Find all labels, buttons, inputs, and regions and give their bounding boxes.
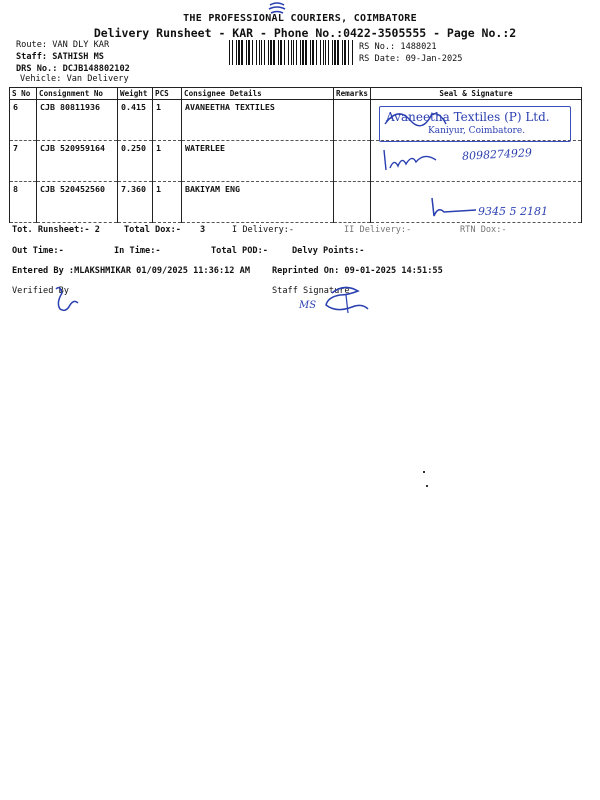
vehicle-label: Vehicle: Van Delivery (20, 74, 129, 84)
cell-consignee: AVANEETHA TEXTILES (182, 100, 334, 141)
out-time-label: Out Time:- (12, 246, 64, 256)
barcode-icon (229, 40, 355, 65)
cell-pcs: 1 (153, 141, 182, 182)
receiver-phone-row3: 9345 5 2181 (478, 205, 548, 218)
seal-line-address: Kaniyur, Coimbatore. (428, 126, 526, 136)
staff-initials: MS (299, 300, 317, 311)
rtn-dox-label: RTN Dox:- (460, 225, 507, 235)
staff-label: Staff: SATHISH MS (16, 52, 104, 62)
total-dox-value: 3 (200, 225, 206, 235)
cell-consignee: WATERLEE (182, 141, 334, 182)
staff-signature-label: Staff Signature (272, 286, 350, 296)
cell-weight: 7.360 (118, 182, 153, 223)
total-pod-label: Total POD:- (211, 246, 268, 256)
total-dox-label: Total Dox:- (124, 225, 181, 235)
cell-remarks (334, 141, 371, 182)
cell-pcs: 1 (153, 182, 182, 223)
rs-date: RS Date: 09-Jan-2025 (359, 54, 463, 64)
in-time-label: In Time:- (114, 246, 161, 256)
table-header-row (10, 88, 582, 100)
cell-remarks (334, 100, 371, 141)
stray-dot (426, 485, 428, 487)
signature-scribble-icon (380, 102, 450, 136)
cell-pcs: 1 (153, 100, 182, 141)
col-header-consignee: Consignee Details (182, 88, 334, 100)
stray-dot (423, 471, 425, 473)
staff-signature-icon (318, 283, 374, 317)
cell-remarks (334, 182, 371, 223)
tot-runsheet: Tot. Runsheet:- 2 (12, 225, 100, 235)
rs-number: RS No.: 1488021 (359, 42, 437, 52)
col-header-remarks: Remarks (334, 88, 371, 100)
verifier-signature-icon (50, 283, 82, 315)
cell-consignment: CJB 80811936 (37, 100, 118, 141)
cell-sno: 7 (10, 141, 37, 182)
cell-weight: 0.250 (118, 141, 153, 182)
i-delivery-label: I Delivery:- (232, 225, 295, 235)
receiver-phone-row2: 8098274929 (461, 146, 533, 163)
route-label: Route: VAN DLY KAR (16, 40, 110, 50)
cell-consignee: BAKIYAM ENG (182, 182, 334, 223)
col-header-signature: Seal & Signature (371, 88, 582, 100)
cell-sno: 6 (10, 100, 37, 141)
reprinted-on: Reprinted On: 09-01-2025 14:51:55 (272, 266, 443, 276)
cell-sno: 8 (10, 182, 37, 223)
cell-consignment: CJB 520959164 (37, 141, 118, 182)
drs-number: DRS No.: DCJB148802102 (16, 64, 130, 74)
cell-consignment: CJB 520452560 (37, 182, 118, 223)
cell-weight: 0.415 (118, 100, 153, 141)
entered-by: Entered By :MLAKSHMIKAR 01/09/2025 11:36:12 AM (12, 266, 250, 276)
col-header-pcs: PCS (153, 88, 182, 100)
ii-delivery-label: II Delivery:- (344, 225, 412, 235)
col-header-weight: Weight (118, 88, 153, 100)
runsheet-title: Delivery Runsheet - KAR - Phone No.:0422-3505555 - Page No.:2 (93, 26, 517, 40)
col-header-sno: S No (10, 88, 37, 100)
receiver-signature-icon (424, 196, 484, 222)
verified-by-label: Verified By (12, 286, 69, 296)
seal-line-name: Avaneetha Textiles (P) Ltd. (386, 110, 550, 124)
delvy-points-label: Delvy Points:- (292, 246, 365, 256)
col-header-consignment: Consignment No (37, 88, 118, 100)
receiver-signature-icon (380, 146, 460, 176)
company-name: THE PROFESSIONAL COURIERS, COIMBATORE (183, 13, 417, 24)
